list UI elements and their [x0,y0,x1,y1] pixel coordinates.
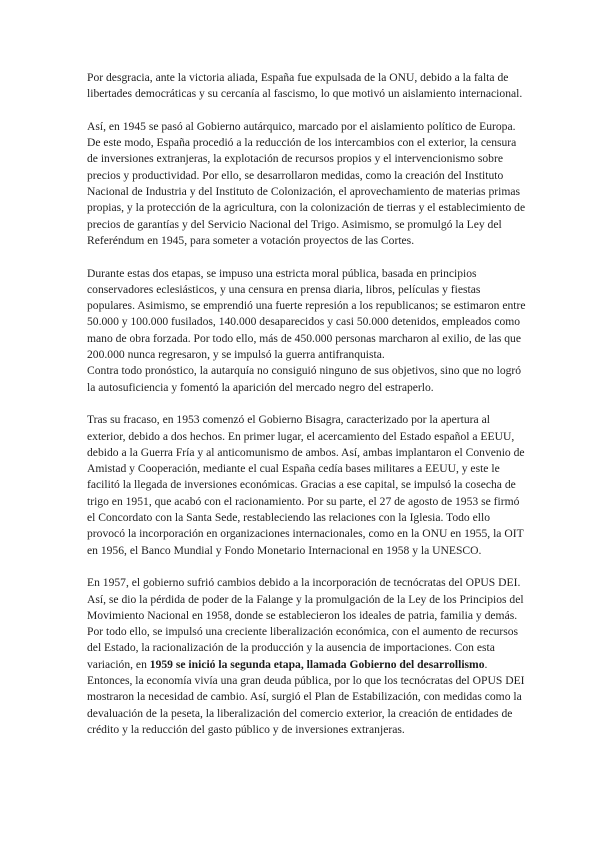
paragraph-desarrollismo [87,624,527,738]
paragraph-bisagra-government: Tras su fracaso, en 1953 comenzó el Gobierno Bisagra, caracterizado por la apertura al exterior, debido a dos hechos. En primer lugar, el acercamiento del Estado español a EEUU, debido a la Guerra Fría y al anticomunismo de ambos. Así, ambas implantaron el Convenio de Amistad y Cooperación, mediante el cual España cedía bases militares a EEUU, y este le facilitó la llegada de inversiones económicas. Gracias a ese capital, se impulsó la cosecha de trigo en 1951, que acabó con el racionamiento. Por su parte, el 27 de agosto de 1953 se firmó el Concordato con la Santa Sede, restableciendo las relaciones con la Iglesia. Todo ello provocó la incorporación en organizaciones internacionales, como en la ONU en 1955, la OIT en 1956, el Banco Mundial y Fondo Monetario Internacional en 1958 y la UNESCO. [87,413,525,557]
paragraph-desarrollismo-text-before: Por todo ello, se impulsó una creciente liberalización económica, con el aumento de recursos del Estado, la racionalización de la producción y la ausencia de importaciones. Con esta variación, en [87,625,519,671]
paragraph-desarrollismo-bold-text: 1959 se inició la segunda etapa, llamada Gobierno del desarrollismo [149,657,485,671]
document-body [87,70,527,738]
paragraph-autarky-failure: Contra todo pronóstico, la autarquía no consiguió ninguno de sus objetivos, sino que no logró la autosuficiencia y fomentó la aparición del mercado negro del estraperlo. [87,364,522,394]
paragraph-opus-dei: En 1957, el gobierno sufrió cambios debido a la incorporación de tecnócratas del OPUS DEI. Así, se dio la pérdida de poder de la Falange y la promulgación de la Ley de los Principios del Movimiento Nacional en 1958, donde se establecieron los ideales de patria, familia y demás. [87,576,524,622]
paragraph-desarrollismo-text-after: . Entonces, la economía vivía una gran deuda pública, por lo que los tecnócratas del OPUS DEI mostraron la necesidad de cambio. Así, surgió el Plan de Estabilización, con medidas como la devaluación de la peseta, la liberalización del comercio exterior, la creación de entidades de crédito y la reducción del gasto público y de inversiones extranjeras. [87,657,525,736]
paragraph-public-morality: Durante estas dos etapas, se impuso una estricta moral pública, basada en principios conservadores eclesiásticos, y una censura en prensa diaria, libros, películas y fiestas populares. Asimismo, se emprendió una fuerte represión a los republicanos; se estimaron entre 50.000 y 100.000 fusilados, 140.000 desaparecidos y casi 50.000 detenidos, empleados como mano de obra forzada. Por todo ello, más de 450.000 personas marcharon al exilio, de las que 200.000 nunca regresaron, y se impulsó la guerra antifranquista. [87,266,526,362]
paragraph-un-expulsion: Por desgracia, ante la victoria aliada, España fue expulsada de la ONU, debido a la falta de libertades democráticas y su cercanía al fascismo, lo que motivó un aislamiento internacional. [87,71,523,101]
paragraph-autarkic-government: Así, en 1945 se pasó al Gobierno autárquico, marcado por el aislamiento político de Europa. De este modo, España procedió a la reducción de los intercambios con el exterior, la censura de inversiones extranjeras, la explotación de recursos propios y el intervencionismo sobre precios y productividad. Por ello, se desarrollaron medidas, como la creación del Instituto Nacional de Industria y del Instituto de Colonización, el aprovechamiento de materias primas propias, y la protección de la agricultura, con la colonización de tierras y el establecimiento de precios de garantías y del Servicio Nacional del Trigo. Asimismo, se promulgó la Ley del Referéndum en 1945, para someter a votación proyectos de las Cortes. [87,119,526,247]
